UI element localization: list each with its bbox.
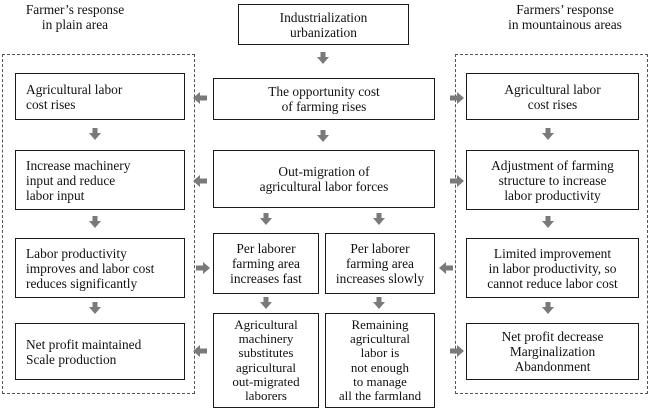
area-increases-fast-box: Per laborer farming area increases fast	[213, 233, 319, 294]
plain-productivity-improves-box: Labor productivity improves and labor cost reduces significantly	[15, 238, 185, 298]
arrow-plain-2-to-3	[89, 216, 101, 228]
arrow-opportunity-to-outmigration	[317, 130, 329, 142]
right-column-title: Farmers’ response in mountainous areas	[508, 2, 622, 32]
arrow-mountain-to-slow	[439, 262, 453, 274]
out-migration-box: Out-migration of agricultural labor forces	[213, 150, 435, 208]
arrow-slow-to-notenough	[373, 297, 385, 309]
arrow-opportunity-to-plain	[193, 92, 207, 104]
opportunity-cost-box: The opportunity cost of farming rises	[213, 78, 435, 120]
labor-not-enough-box: Remaining agricultural labor is not enough to manage all the farmland	[325, 313, 435, 408]
arrow-outmigration-to-mountain	[450, 175, 464, 187]
machinery-substitutes-box: Agricultural machinery substitutes agricultural out-migrated laborers	[213, 313, 319, 408]
arrow-mountain-3-to-4	[542, 302, 554, 314]
arrow-outmigration-to-plain	[193, 175, 207, 187]
arrow-outmigration-to-fast	[260, 213, 272, 225]
arrow-mountain-2-to-3	[542, 216, 554, 228]
arrow-notenough-to-mountain	[450, 345, 464, 357]
area-increases-slowly-box: Per laborer farming area increases slowly	[325, 233, 435, 294]
mountain-adjust-structure-box: Adjustment of farming structure to increase labor productivity	[466, 150, 639, 210]
plain-net-profit-box: Net profit maintained Scale production	[15, 323, 185, 380]
arrow-opportunity-to-mountain	[450, 92, 464, 104]
industrialization-box: Industrialization urbanization	[238, 4, 409, 45]
mountain-limited-improvement-box: Limited improvement in labor productivity, so cannot reduce labor cost	[466, 238, 639, 298]
arrow-plain-3-to-4	[89, 302, 101, 314]
arrow-mountain-1-to-2	[542, 128, 554, 140]
arrow-top-to-opportunity	[317, 52, 329, 64]
arrow-fast-to-machinery	[260, 297, 272, 309]
mountain-labor-cost-rises-box: Agricultural labor cost rises	[466, 73, 639, 120]
arrow-machinery-to-plain	[193, 345, 207, 357]
mountain-net-profit-decrease-box: Net profit decrease Marginalization Abandonment	[466, 323, 639, 380]
arrow-plain-1-to-2	[89, 128, 101, 140]
plain-increase-machinery-box: Increase machinery input and reduce labor input	[15, 150, 185, 210]
plain-labor-cost-rises-box: Agricultural labor cost rises	[15, 73, 185, 120]
arrow-outmigration-to-slow	[373, 213, 385, 225]
left-column-title: Farmer’s response in plain area	[25, 2, 125, 32]
arrow-plain-to-fast	[196, 262, 210, 274]
